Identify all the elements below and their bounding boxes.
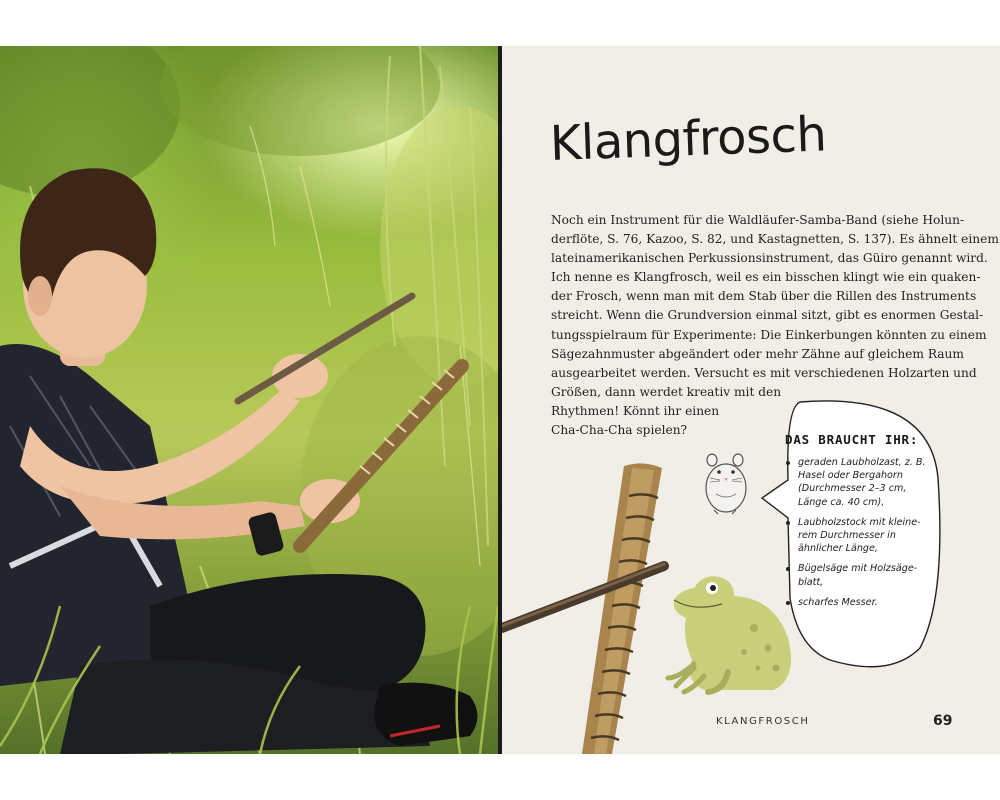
needs-item-line: Länge ca. 40 cm),: [798, 496, 885, 508]
needs-item: [785, 456, 941, 509]
body-line: ausgearbeitet werden. Versucht es mit verschiedenen Holzarten und: [551, 365, 977, 380]
body-line: tungsspielraum für Experimente: Die Einkerbungen könnten zu einem: [551, 327, 987, 342]
boy-playing-guiro-photo: [0, 46, 498, 754]
body-line: streicht. Wenn die Grundversion einmal sitzt, gibt es enormen Gestal-: [551, 308, 984, 323]
body-line: Ich nenne es Klangfrosch, weil es ein bisschen klingt wie ein quaken-: [551, 270, 981, 285]
body-line: Sägezahnmuster abgeändert oder mehr Zähne auf gleichem Raum: [551, 346, 964, 361]
page-title: Klangfrosch: [549, 106, 828, 172]
body-line: der Frosch, wenn man mit dem Stab über die Rillen des Instruments: [551, 289, 977, 304]
needs-item-line: ähnlicher Länge,: [798, 543, 878, 555]
needs-item-line: rem Durchmesser in: [798, 530, 896, 542]
needs-item: [785, 596, 941, 609]
needs-item-line: scharfes Messer.: [798, 596, 878, 608]
body-line: derflöte, S. 76, Kazoo, S. 82, und Kastagnetten, S. 137). Es ähnelt einem: [551, 232, 999, 247]
running-footer-title: KLANGFROSCH: [716, 716, 810, 727]
body-line: Rhythmen! Könnt ihr einen: [551, 403, 720, 418]
needs-item-line: Laubholzstock mit kleine-: [798, 516, 921, 528]
hamster-illustration: [698, 450, 756, 516]
needs-item-line: blatt,: [798, 576, 824, 588]
body-line: Noch ein Instrument für die Waldläufer-Samba-Band (siehe Holun-: [551, 213, 965, 227]
body-line: Cha-Cha-Cha spielen?: [551, 423, 688, 438]
needs-item: [785, 562, 941, 588]
needs-item-line: geraden Laubholzast, z. B.: [798, 457, 926, 468]
needs-item-line: Hasel oder Bergahorn: [798, 470, 903, 482]
body-line: Größen, dann werdet kreativ mit den: [551, 384, 782, 399]
needs-list: [785, 456, 941, 616]
right-page: [502, 46, 1000, 754]
needs-item: [785, 516, 941, 556]
frog-illustration: [664, 568, 800, 696]
page-number: 69: [933, 713, 953, 729]
needs-title: DAS BRAUCHT IHR:: [785, 432, 919, 447]
body-line: lateinamerikanischen Perkussionsinstrument, das Güiro genannt wird.: [551, 251, 988, 266]
photo-illustration: [0, 46, 498, 754]
needs-item-line: (Durchmesser 2–3 cm,: [798, 483, 907, 495]
needs-item-line: Bügelsäge mit Holzsäge-: [798, 563, 918, 575]
book-spread: [0, 46, 1000, 754]
